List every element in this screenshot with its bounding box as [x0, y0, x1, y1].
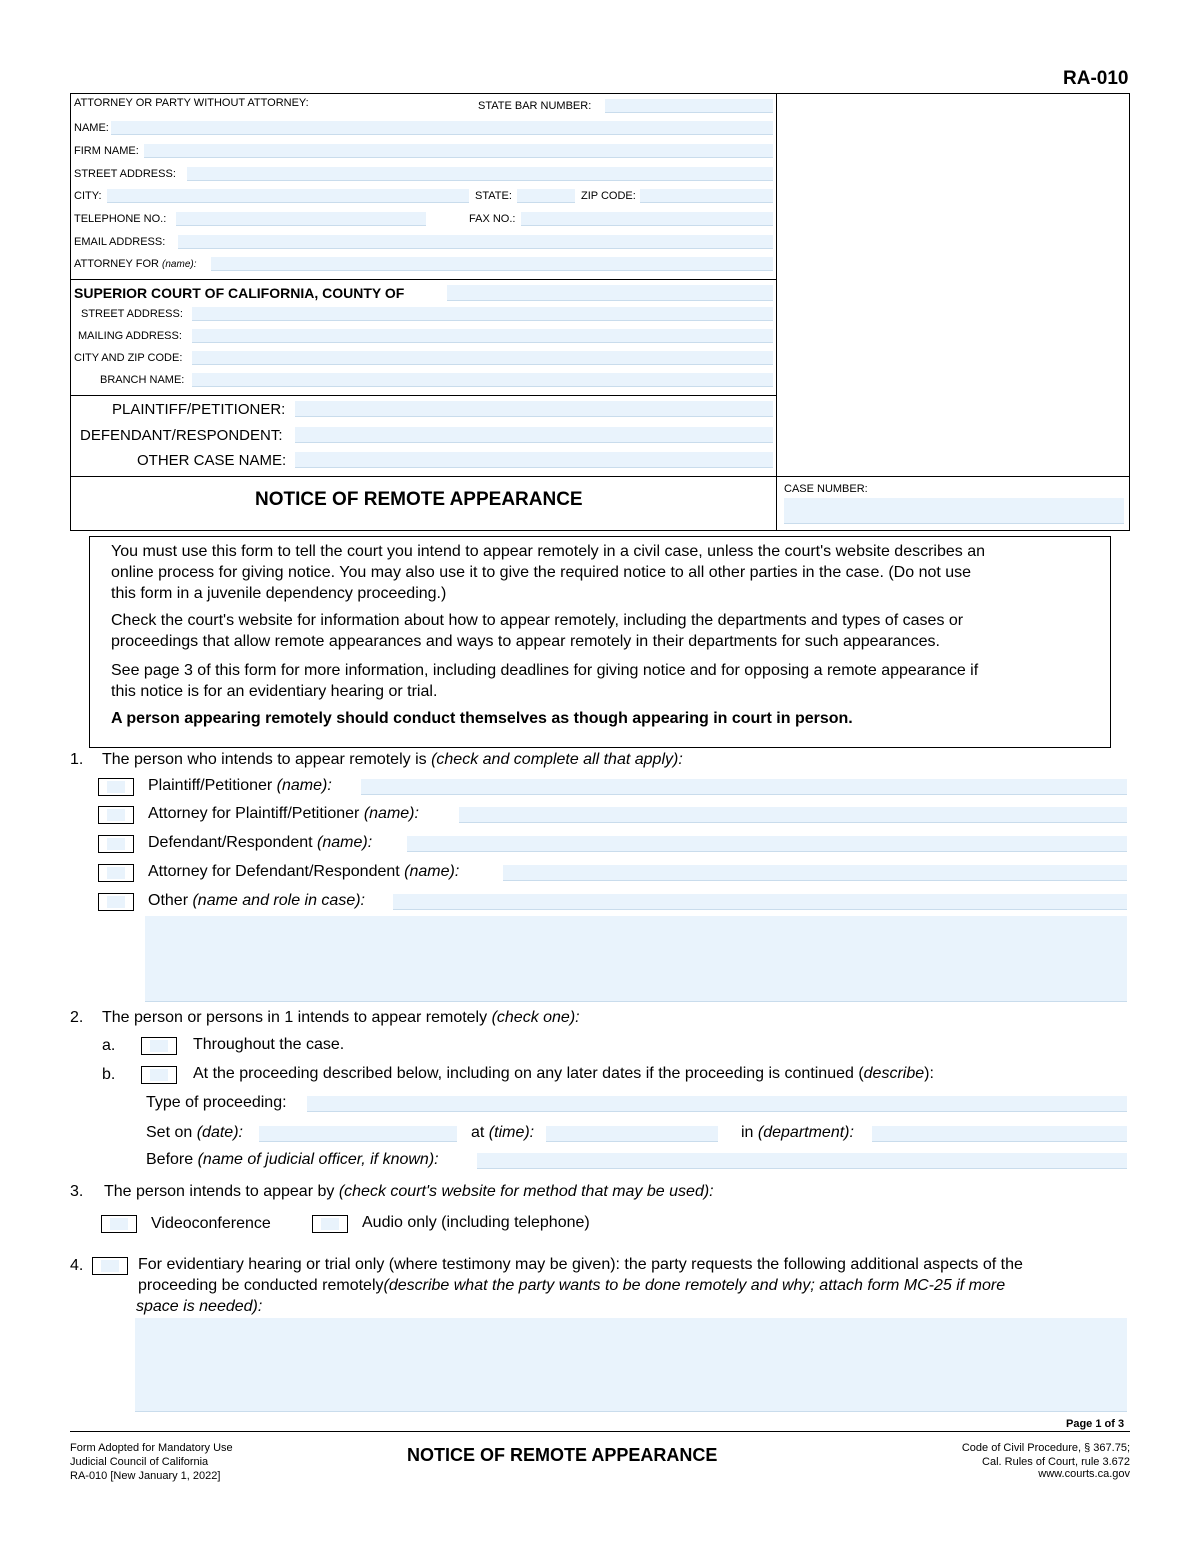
footer-right-1: Code of Civil Procedure, § 367.75;: [961, 1442, 1130, 1454]
court-mailing-field[interactable]: [192, 329, 773, 343]
instructions-p3-l2: this notice is for an evidentiary hearing or trial.: [111, 683, 438, 700]
footer-rule: [70, 1431, 1130, 1432]
county-field[interactable]: [447, 285, 773, 301]
court-branch-label: BRANCH NAME:: [100, 374, 185, 386]
email-label: EMAIL ADDRESS:: [74, 236, 166, 248]
attorney-for-label: ATTORNEY FOR (name):: [74, 258, 197, 270]
other-option: Other (name and role in case):: [148, 892, 365, 909]
judicial-officer-field[interactable]: [477, 1153, 1127, 1169]
instructions-p2-l1: Check the court's website for information about how to appear remotely, including the departments and types of cases or: [111, 612, 964, 629]
court-city-zip-field[interactable]: [192, 351, 773, 365]
city-label: CITY:: [74, 190, 102, 202]
caption-divider-vertical: [776, 93, 777, 531]
specific-proceeding-label: At the proceeding described below, including on any later dates if the proceeding is continued (describe):: [193, 1065, 934, 1082]
attorney-plaintiff-option: Attorney for Plaintiff/Petitioner (name):: [148, 805, 419, 822]
defendant-field[interactable]: [295, 427, 773, 443]
evidentiary-checkbox[interactable]: [92, 1257, 128, 1275]
proceeding-type-field[interactable]: [307, 1096, 1127, 1112]
set-on-label: Set on (date):: [146, 1124, 243, 1141]
other-case-name-field[interactable]: [295, 452, 773, 468]
footer-title: NOTICE OF REMOTE APPEARANCE: [407, 1445, 718, 1465]
street-field[interactable]: [187, 167, 773, 181]
name-label: NAME:: [74, 122, 109, 134]
divider-title: [70, 476, 1130, 477]
street-label: STREET ADDRESS:: [74, 168, 176, 180]
item4-number: 4.: [70, 1257, 84, 1274]
plaintiff-field[interactable]: [295, 401, 773, 417]
specific-proceeding-checkbox[interactable]: [141, 1066, 177, 1084]
court-street-field[interactable]: [192, 307, 773, 321]
form-id: RA-010: [1063, 68, 1129, 89]
divider-court: [70, 279, 777, 280]
state-field[interactable]: [517, 189, 575, 203]
phone-label: TELEPHONE NO.:: [74, 213, 167, 225]
phone-field[interactable]: [176, 212, 426, 226]
item4-line1: For evidentiary hearing or trial only (where testimony may be given): the party requests the following additional aspects of the: [138, 1256, 1023, 1273]
footer-left-2: Judicial Council of California: [70, 1456, 209, 1468]
item1-text: The person who intends to appear remotely is (check and complete all that apply):: [102, 751, 683, 768]
other-name-field[interactable]: [393, 894, 1127, 910]
item2-b-letter: b.: [102, 1066, 116, 1083]
item4-line2: proceeding be conducted remotely(describe what the party wants to be done remotely and why; attach form MC-25 if more: [138, 1277, 1006, 1294]
zip-label: ZIP CODE:: [581, 190, 636, 202]
state-label: STATE:: [475, 190, 512, 202]
audio-only-checkbox[interactable]: [312, 1215, 348, 1233]
other-checkbox[interactable]: [98, 893, 134, 911]
instructions-p1-l1: You must use this form to tell the court you intend to appear remotely in a civil case, unless the court's website describes an: [111, 543, 986, 560]
judicial-officer-label: Before (name of judicial officer, if known):: [146, 1151, 439, 1168]
form-title: NOTICE OF REMOTE APPEARANCE: [255, 489, 583, 510]
court-mailing-label: MAILING ADDRESS:: [78, 330, 182, 342]
attorney-defendant-checkbox[interactable]: [98, 864, 134, 882]
date-field[interactable]: [259, 1126, 457, 1142]
defendant-name-field[interactable]: [407, 836, 1127, 852]
court-street-label: STREET ADDRESS:: [81, 308, 183, 320]
page-number: Page 1 of 3: [1066, 1418, 1125, 1430]
defendant-label: DEFENDANT/RESPONDENT:: [80, 427, 283, 444]
fax-label: FAX NO.:: [469, 213, 516, 225]
department-label: in (department):: [741, 1124, 854, 1141]
footer-left-3: RA-010 [New January 1, 2022]: [70, 1470, 221, 1482]
instructions-p2-l2: proceedings that allow remote appearances and ways to appear remotely in their departments for such appearances.: [111, 633, 940, 650]
evidentiary-details-area[interactable]: [135, 1318, 1127, 1412]
time-label: at (time):: [471, 1124, 535, 1141]
instructions-p3-l1: See page 3 of this form for more information, including deadlines for giving notice and for opposing a remote appearance if: [111, 662, 979, 679]
state-bar-field[interactable]: [605, 99, 773, 113]
proceeding-type-label: Type of proceeding:: [146, 1094, 287, 1111]
audio-only-label: Audio only (including telephone): [362, 1214, 590, 1231]
item2-a-letter: a.: [102, 1037, 116, 1054]
case-number-label: CASE NUMBER:: [784, 483, 868, 495]
videoconference-label: Videoconference: [151, 1215, 271, 1232]
plaintiff-label: PLAINTIFF/PETITIONER:: [112, 401, 286, 418]
attorney-defendant-option: Attorney for Defendant/Respondent (name):: [148, 863, 460, 880]
defendant-option: Defendant/Respondent (name):: [148, 834, 373, 851]
attorney-defendant-name-field[interactable]: [503, 865, 1127, 881]
firm-field[interactable]: [144, 144, 773, 158]
zip-field[interactable]: [640, 189, 773, 203]
time-field[interactable]: [546, 1126, 718, 1142]
other-case-name-label: OTHER CASE NAME:: [137, 452, 287, 469]
court-branch-field[interactable]: [192, 373, 773, 387]
case-number-field[interactable]: [784, 498, 1124, 524]
defendant-checkbox[interactable]: [98, 835, 134, 853]
footer-right-2: Cal. Rules of Court, rule 3.672: [982, 1456, 1130, 1468]
plaintiff-name-field[interactable]: [361, 779, 1127, 795]
fax-field[interactable]: [521, 212, 773, 226]
item4-line3: space is needed):: [136, 1298, 263, 1315]
email-field[interactable]: [178, 235, 773, 249]
instructions-p1-l3: this form in a juvenile dependency proceeding.): [111, 585, 447, 602]
attorney-for-field[interactable]: [211, 257, 773, 271]
item3-text: The person intends to appear by (check court's website for method that may be used):: [104, 1183, 714, 1200]
plaintiff-option: Plaintiff/Petitioner (name):: [148, 777, 332, 794]
footer-right-3[interactable]: www.courts.ca.gov: [1038, 1468, 1130, 1480]
item2-text: The person or persons in 1 intends to appear remotely (check one):: [102, 1009, 580, 1026]
instructions-p1-l2: online process for giving notice. You may also use it to give the required notice to all other parties in the case. (Do not use: [111, 564, 972, 581]
item2-number: 2.: [70, 1009, 84, 1026]
item1-number: 1.: [70, 751, 84, 768]
divider-parties: [70, 395, 777, 396]
other-details-area[interactable]: [145, 916, 1127, 1002]
footer-left-1: Form Adopted for Mandatory Use: [70, 1442, 233, 1454]
firm-label: FIRM NAME:: [74, 145, 139, 157]
department-field[interactable]: [872, 1126, 1127, 1142]
throughout-case-checkbox[interactable]: [141, 1037, 177, 1055]
throughout-case-label: Throughout the case.: [193, 1036, 345, 1053]
court-city-zip-label: CITY AND ZIP CODE:: [74, 352, 183, 364]
court-title: SUPERIOR COURT OF CALIFORNIA, COUNTY OF: [74, 285, 405, 301]
city-field[interactable]: [107, 189, 469, 203]
name-field[interactable]: [111, 121, 773, 135]
instructions-p4: A person appearing remotely should conduct themselves as though appearing in court in person.: [111, 710, 853, 727]
plaintiff-checkbox[interactable]: [98, 778, 134, 796]
state-bar-label: STATE BAR NUMBER:: [478, 100, 592, 112]
attorney-label: ATTORNEY OR PARTY WITHOUT ATTORNEY:: [74, 97, 309, 109]
attorney-plaintiff-checkbox[interactable]: [98, 806, 134, 824]
item3-number: 3.: [70, 1183, 84, 1200]
attorney-plaintiff-name-field[interactable]: [459, 807, 1127, 823]
videoconference-checkbox[interactable]: [101, 1215, 137, 1233]
